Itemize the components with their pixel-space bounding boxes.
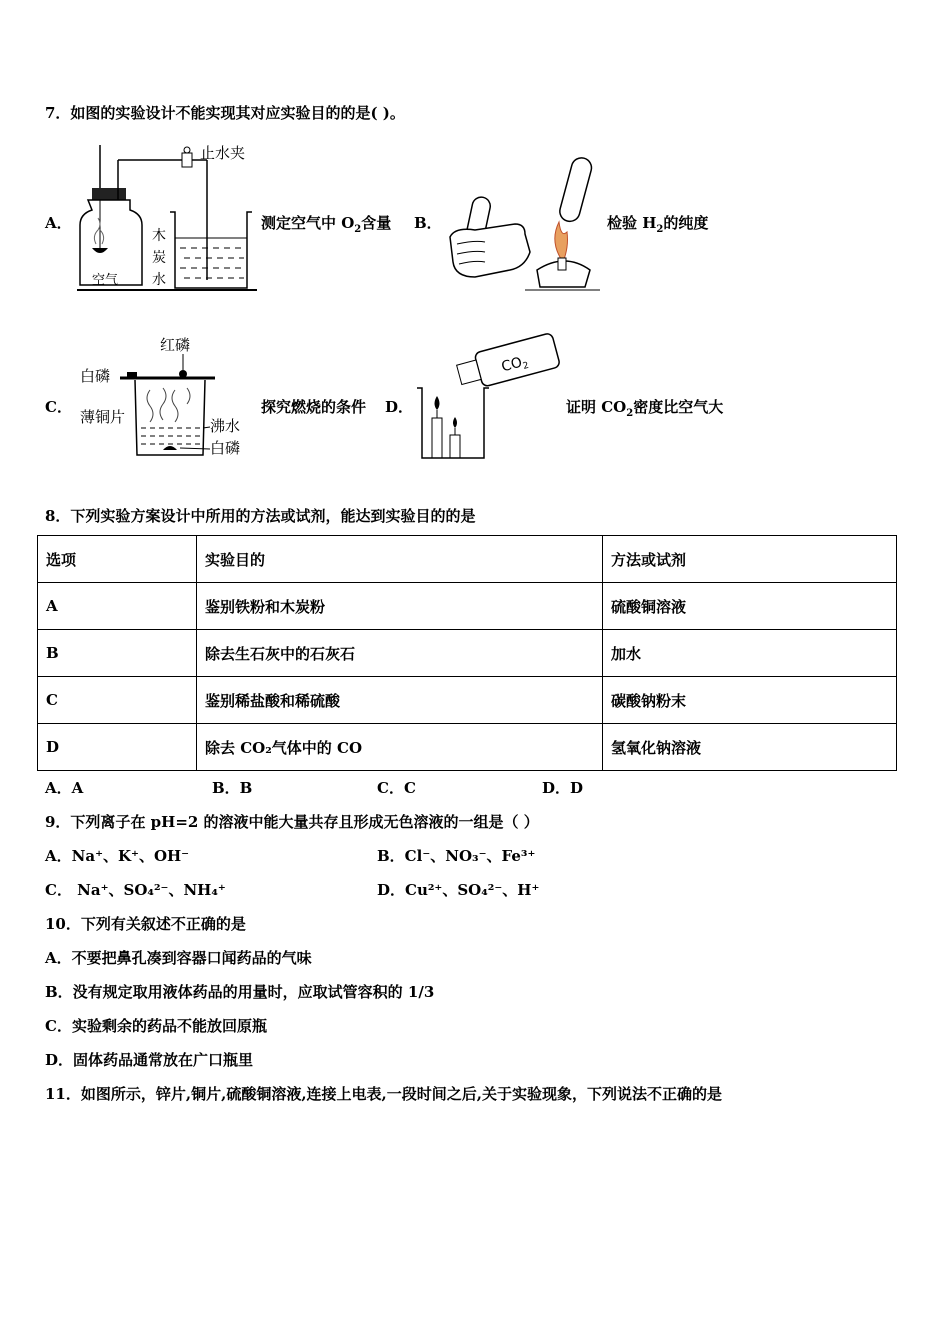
table-cell: A: [38, 583, 197, 630]
table-cell: 除去生石灰中的石灰石: [197, 630, 603, 677]
q9-stem: 9．下列离子在 pH=2 的溶液中能大量共存且形成无色溶液的一组是（ ）: [45, 813, 539, 831]
table-cell: 氢氧化钠溶液: [603, 724, 897, 771]
table-header-row: [38, 536, 897, 583]
table-header-cell: 方法或试剂: [603, 536, 897, 583]
q7-option-c-caption: 探究燃烧的条件: [261, 398, 367, 416]
q7-figure-d-candles: [412, 330, 562, 465]
q7-option-d-caption: 证明 $CO_2$密度比空气大: [566, 398, 724, 419]
table-row: [38, 677, 897, 724]
q7-option-c-letter: C．: [45, 398, 72, 416]
q7c-copper-label: 薄铜片: [80, 408, 126, 426]
q10-option-a: A．不要把鼻孔凑到容器口闻药品的气味: [45, 949, 312, 967]
q7-figure-b-hand-test-tube: [445, 152, 605, 297]
q7a-water-label: 水: [152, 272, 166, 288]
q7a-clamp-label: 止水夹: [200, 144, 246, 162]
table-cell: 加水: [603, 630, 897, 677]
q7-stem: 7．如图的实验设计不能实现其对应实验目的的是( )。: [45, 104, 405, 122]
table-header-cell: 选项: [38, 536, 197, 583]
table-cell: D: [38, 724, 197, 771]
q9-option-b: B．Cl⁻、NO₃⁻、Fe³⁺: [377, 847, 536, 865]
q7-option-b-letter: B．: [414, 214, 442, 232]
q8-table: [37, 535, 897, 771]
table-cell: 硫酸铜溶液: [603, 583, 897, 630]
q7-option-a-caption: 测定空气中 $O_2$含量: [261, 214, 392, 235]
q7-figure-a-apparatus: [72, 140, 262, 295]
table-row: [38, 630, 897, 677]
q8-option-c: C．C: [377, 779, 416, 797]
q9-option-a: A．Na⁺、K⁺、OH⁻: [45, 847, 190, 865]
table-header-cell: 实验目的: [197, 536, 603, 583]
q7a-air-label: 空气: [92, 273, 119, 288]
q8-stem: 8．下列实验方案设计中所用的方法或试剂，能达到实验目的的是: [45, 507, 476, 525]
q7-option-d-letter: D．: [385, 398, 414, 416]
q10-option-d: D．固体药品通常放在广口瓶里: [45, 1051, 254, 1069]
q7-option-b-caption: 检验 $H_2$的纯度: [607, 214, 709, 235]
q10-stem: 10．下列有关叙述不正确的是: [45, 915, 246, 933]
q9-option-c: C． Na⁺、SO₄²⁻、NH₄⁺: [45, 881, 226, 899]
q11-stem: 11．如图所示，锌片,铜片,硫酸铜溶液,连接上电表,一段时间之后,关于实验现象，下列说法不正确的是: [45, 1085, 722, 1103]
q7c-boiling-label: 沸水: [210, 417, 241, 435]
table-cell: 鉴别铁粉和木炭粉: [197, 583, 603, 630]
q10-option-c: C．实验剩余的药品不能放回原瓶: [45, 1017, 267, 1035]
q7c-red-p-label: 红磷: [160, 336, 191, 354]
q10-option-b: B．没有规定取用液体药品的用量时，应取试管容积的 1/3: [45, 983, 435, 1001]
table-cell: B: [38, 630, 197, 677]
q7-option-a-letter: A．: [45, 214, 72, 232]
q7a-charcoal-label-2: 炭: [152, 250, 166, 266]
q7c-white-p2-label: 白磷: [210, 439, 241, 457]
table-cell: 鉴别稀盐酸和稀硫酸: [197, 677, 603, 724]
q7c-white-p-label: 白磷: [80, 367, 111, 385]
q8-option-b: B．B: [212, 779, 253, 797]
q8-option-d: D．D: [542, 779, 584, 797]
q9-option-d: D．Cu²⁺、SO₄²⁻、H⁺: [377, 881, 540, 899]
table-row: [38, 724, 897, 771]
q8-option-a: A．A: [45, 779, 84, 797]
table-cell: 碳酸钠粉末: [603, 677, 897, 724]
q7d-co2-label: $CO_2$: [499, 354, 531, 376]
q7-figure-c-combustion: [75, 330, 260, 460]
table-cell: C: [38, 677, 197, 724]
q7a-charcoal-label-1: 木: [152, 228, 166, 244]
table-cell: 除去 CO₂气体中的 CO: [197, 724, 603, 771]
table-row: [38, 583, 897, 630]
